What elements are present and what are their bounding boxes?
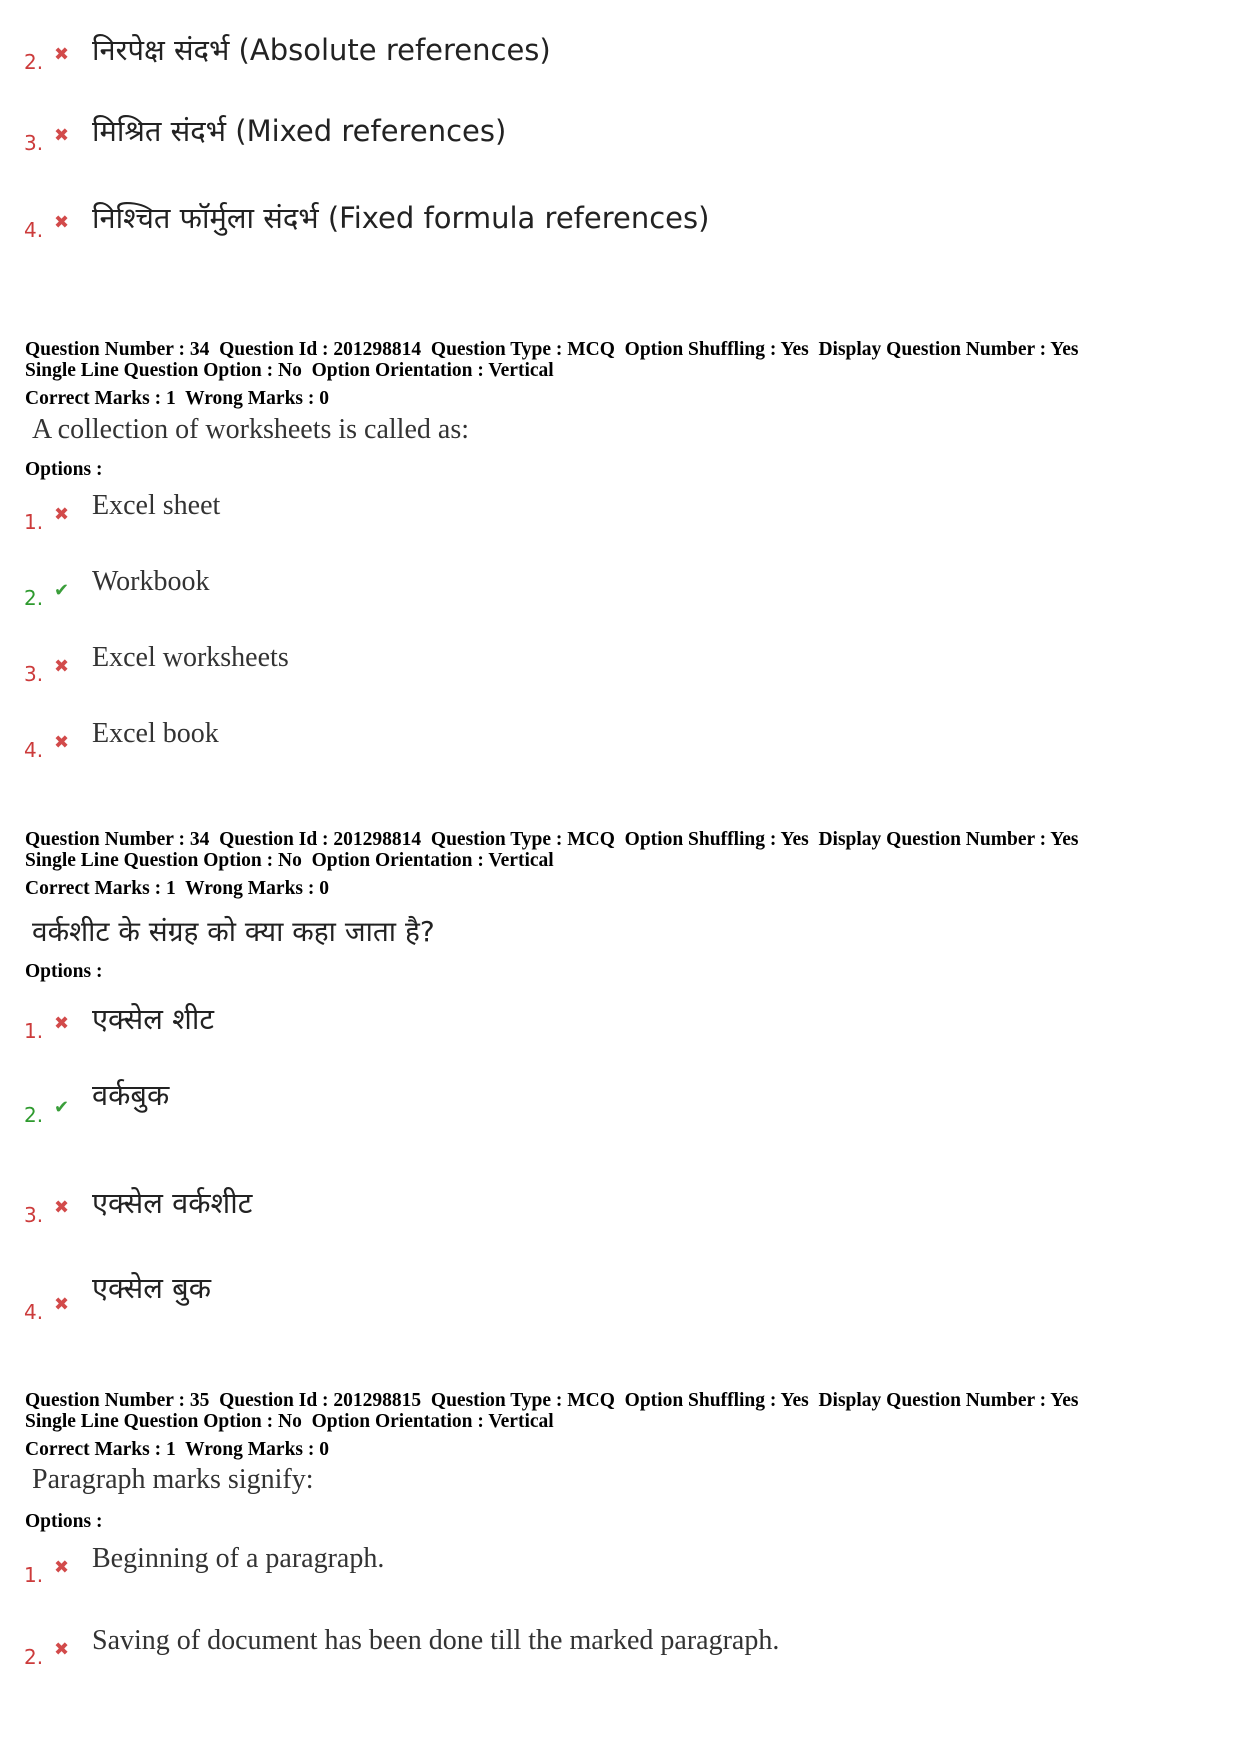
- check-icon: ✔: [54, 1097, 70, 1118]
- option-number: 3.: [24, 662, 44, 686]
- cross-icon: ✖: [54, 656, 70, 677]
- option-number: 2.: [24, 586, 44, 610]
- option-number: 1.: [24, 1019, 44, 1043]
- options-label: Options :: [25, 1511, 103, 1532]
- option-text: वर्कबुक: [92, 1078, 170, 1112]
- option-number: 3.: [24, 131, 44, 155]
- option-text: एक्सेल बुक: [92, 1271, 211, 1305]
- cross-icon: ✖: [54, 212, 70, 233]
- option-text: एक्सेल शीट: [92, 1002, 214, 1036]
- cross-icon: ✖: [54, 1294, 70, 1315]
- option-item: [24, 1271, 211, 1324]
- question-text: वर्कशीट के संग्रह को क्या कहा जाता है?: [32, 915, 435, 948]
- question-meta-line1: Question Number : 35 Question Id : 201298815 Question Type : MCQ Option Shuffling : Yes Display Question Number : Yes: [25, 1390, 1079, 1411]
- cross-icon: ✖: [54, 732, 70, 753]
- question-marks: Correct Marks : 1 Wrong Marks : 0: [25, 388, 330, 409]
- option-item: [24, 566, 210, 610]
- options-label: Options :: [25, 961, 103, 982]
- option-item: [24, 642, 289, 686]
- option-text: Saving of document has been done till the marked paragraph.: [92, 1625, 780, 1656]
- option-number: 4.: [24, 738, 44, 762]
- question-text: Paragraph marks signify:: [32, 1464, 314, 1495]
- option-item: [24, 111, 506, 155]
- question-marks: Correct Marks : 1 Wrong Marks : 0: [25, 878, 330, 899]
- cross-icon: ✖: [54, 44, 70, 65]
- cross-icon: ✖: [54, 1013, 70, 1034]
- option-text: एक्सेल वर्कशीट: [92, 1186, 253, 1220]
- option-number: 4.: [24, 218, 44, 242]
- option-text: निश्चित फॉर्मुला संदर्भ (Fixed formula references): [92, 201, 710, 235]
- option-item: [24, 1625, 779, 1669]
- question-meta-line1: Question Number : 34 Question Id : 201298814 Question Type : MCQ Option Shuffling : Yes Display Question Number : Yes: [25, 339, 1079, 360]
- question-meta-line2: Single Line Question Option : No Option Orientation : Vertical: [25, 1411, 554, 1432]
- cross-icon: ✖: [54, 504, 70, 525]
- cross-icon: ✖: [54, 125, 70, 146]
- option-item: [24, 30, 551, 74]
- option-item: [24, 1078, 170, 1127]
- check-icon: ✔: [54, 580, 70, 601]
- question-text: A collection of worksheets is called as:: [32, 414, 469, 445]
- option-number: 3.: [24, 1203, 44, 1227]
- option-item: [24, 198, 709, 242]
- question-meta-line2: Single Line Question Option : No Option Orientation : Vertical: [25, 850, 554, 871]
- option-item: [24, 999, 214, 1043]
- option-number: 4.: [24, 1300, 44, 1324]
- option-number: 2.: [24, 1645, 44, 1669]
- option-number: 2.: [24, 1103, 44, 1127]
- option-number: 1.: [24, 1563, 44, 1587]
- question-meta-line2: Single Line Question Option : No Option Orientation : Vertical: [25, 360, 554, 381]
- option-text: Workbook: [92, 566, 210, 597]
- option-number: 1.: [24, 510, 44, 534]
- question-meta-line1: Question Number : 34 Question Id : 201298814 Question Type : MCQ Option Shuffling : Yes Display Question Number : Yes: [25, 829, 1079, 850]
- question-marks: Correct Marks : 1 Wrong Marks : 0: [25, 1439, 330, 1460]
- option-item: [24, 1183, 252, 1227]
- option-text: निरपेक्ष संदर्भ (Absolute references): [92, 33, 551, 67]
- option-number: 2.: [24, 50, 44, 74]
- cross-icon: ✖: [54, 1639, 70, 1660]
- cross-icon: ✖: [54, 1557, 70, 1578]
- option-text: Beginning of a paragraph.: [92, 1543, 385, 1574]
- option-item: [24, 1543, 384, 1587]
- option-item: [24, 490, 220, 534]
- options-label: Options :: [25, 459, 103, 480]
- option-text: Excel sheet: [92, 490, 221, 521]
- cross-icon: ✖: [54, 1197, 70, 1218]
- option-text: मिश्रित संदर्भ (Mixed references): [92, 114, 507, 148]
- option-item: [24, 718, 219, 762]
- option-text: Excel worksheets: [92, 642, 289, 673]
- option-text: Excel book: [92, 718, 219, 749]
